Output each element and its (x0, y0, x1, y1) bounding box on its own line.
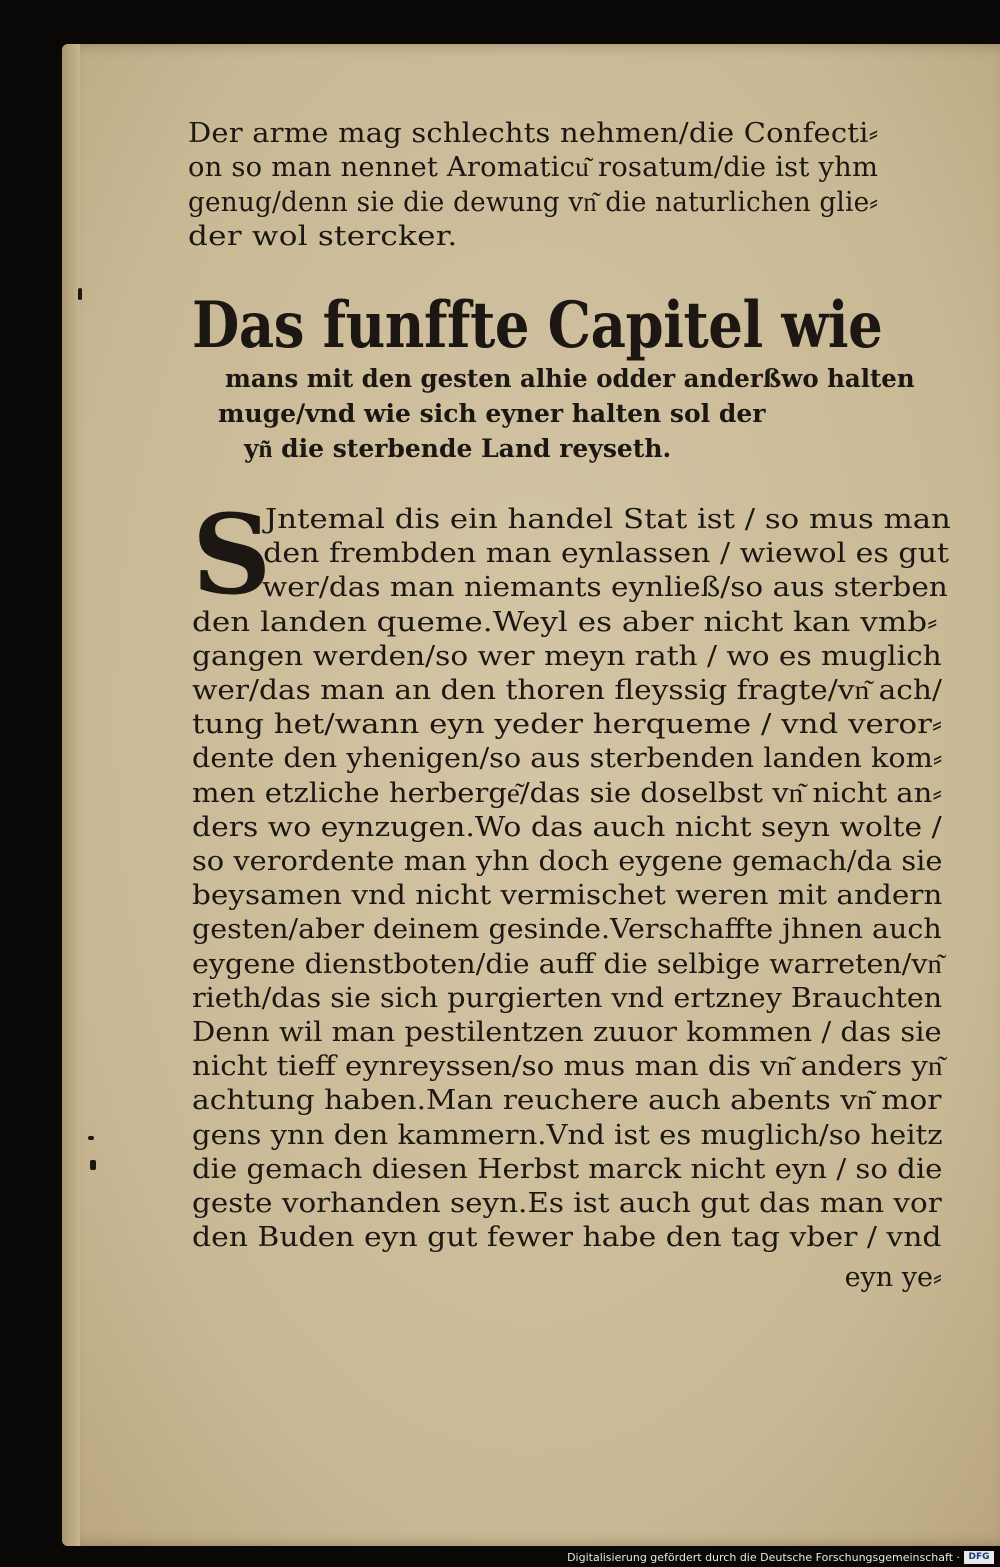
text-line: gens ynn den kammern.Vnd ist es muglich/so heitz (192, 1119, 943, 1151)
text-line: wer/das man niemants eynließ/so aus sterben (262, 572, 948, 604)
text-line: den landen queme.Weyl es aber nicht kan vmb⸗ (192, 606, 938, 638)
margin-mark (88, 1136, 94, 1140)
text-line: gesten/aber deinem gesinde.Verschaffte jhnen auch (192, 914, 942, 946)
subheading-line: yn͂ die sterbende Land reyseth. (244, 434, 672, 463)
text-line: achtung haben.Man reuchere auch abents vn͂ mor (192, 1085, 942, 1117)
subheading-line: muge/vnd wie sich eyner halten sol der (218, 399, 766, 428)
text-line: beysamen vnd nicht vermischet weren mit andern (192, 880, 943, 912)
margin-mark (90, 1160, 96, 1170)
margin-mark (78, 288, 82, 300)
text-line: so verordente man yhn doch eygene gemach/da sie (192, 846, 943, 878)
body-paragraph (192, 490, 951, 1255)
top-paragraph (188, 117, 888, 255)
text-line: on so man nennet Aromaticu͂ rosatum/die ist yhm (188, 152, 879, 184)
digitization-footer (0, 1546, 1000, 1567)
text-line: geste vorhanden seyn.Es ist auch gut das man vor (192, 1188, 942, 1220)
chapter-heading: Das funffte Capitel wie (192, 288, 883, 363)
text-line: gangen werden/so wer meyn rath / wo es muglich (192, 640, 942, 672)
footer-credit: Digitalisierung gefördert durch die Deutsche Forschungsgemeinschaft · (567, 1551, 960, 1564)
text-line: wer/das man an den thoren fleyssig fragte/vn͂ ach/ (192, 675, 942, 707)
text-line: ders wo eynzugen.Wo das auch nicht seyn wolte / (192, 811, 942, 843)
text-line: Denn wil man pestilentzen zuuor kommen / das sie (192, 1017, 942, 1049)
text-line: rieth/das sie sich purgierten vnd ertzney Brauchten (192, 982, 943, 1014)
text-line: nicht tieff eynreyssen/so mus man dis vn͂ anders yn͂ (192, 1051, 943, 1083)
drop-initial: S (192, 490, 272, 619)
text-line: Jntemal dis ein handel Stat ist / so mus man (264, 504, 951, 535)
text-line: der wol stercker. (188, 221, 458, 253)
text-line: dente den yhenigen/so aus sterbenden landen kom⸗ (192, 743, 943, 775)
text-line: den frembden man eynlassen / wiewol es gut (263, 538, 950, 570)
text-line: men etzliche herberge͂/das sie doselbst vn͂ nicht an⸗ (192, 777, 942, 809)
text-line: genug/denn sie die dewung vn͂ die naturlichen glie⸗ (188, 186, 879, 218)
text-line: tung het/wann eyn yeder herqueme / vnd veror⸗ (192, 709, 943, 741)
text-line: Der arme mag schlechts nehmen/die Confecti⸗ (188, 118, 879, 149)
subheading-line: mans mit den gesten alhie odder anderßwo halten (225, 364, 915, 393)
text-line: eygene dienstboten/die auff die selbige warreten/vn͂ (192, 948, 942, 980)
text-line: den Buden eyn gut fewer habe den tag vber / vnd (192, 1222, 942, 1254)
catchword: eyn ye⸗ (844, 1262, 942, 1293)
page-spine-shadow (62, 44, 80, 1546)
text-line: die gemach diesen Herbst marck nicht eyn / so die (192, 1153, 943, 1185)
dfg-logo-icon: DFG (964, 1551, 994, 1564)
